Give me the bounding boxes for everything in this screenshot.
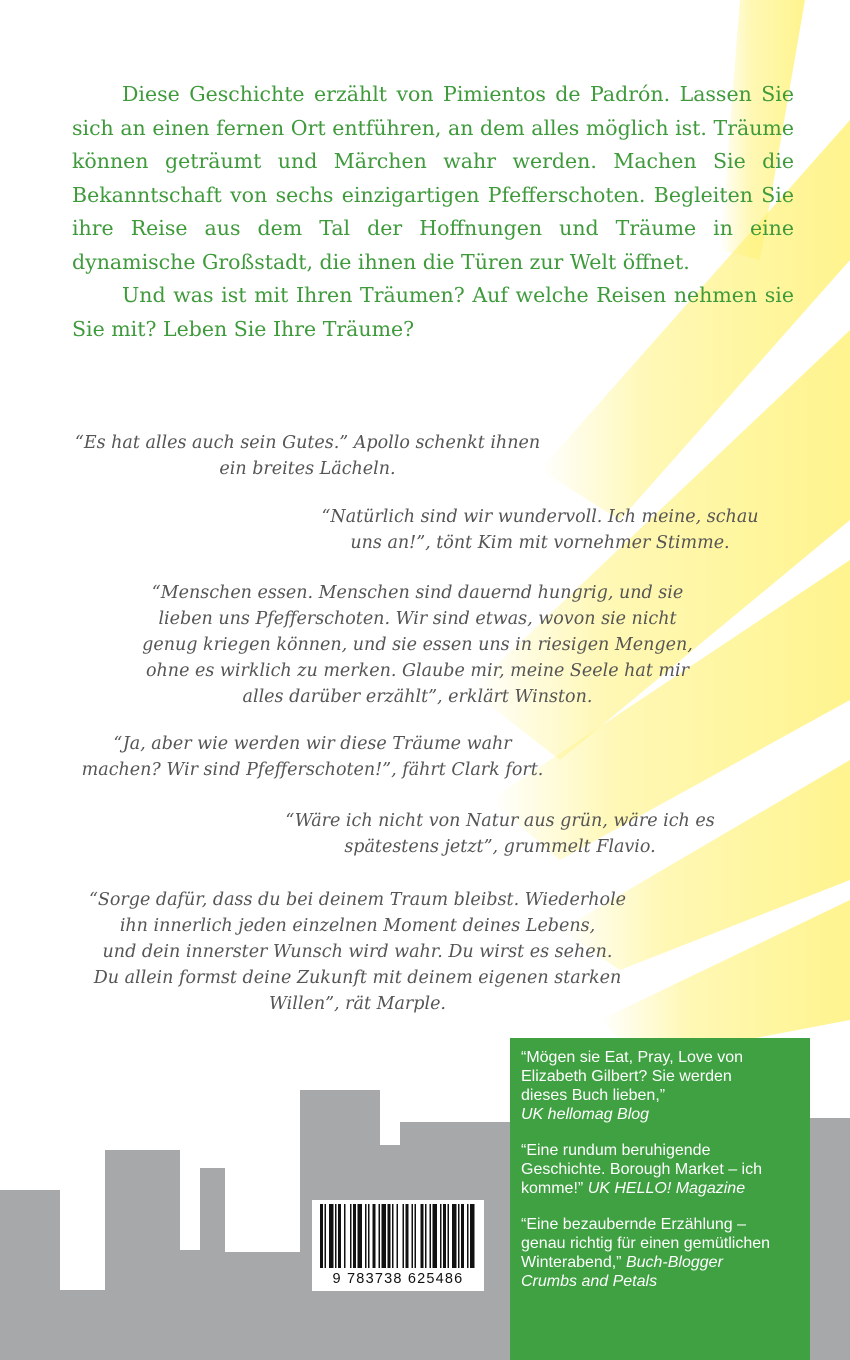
barcode-bar bbox=[382, 1204, 387, 1268]
barcode-bar bbox=[458, 1204, 460, 1268]
review-source: UK HELLO! Magazine bbox=[587, 1180, 746, 1197]
barcode-bar bbox=[353, 1204, 356, 1268]
quote-winston: “Menschen essen. Menschen sind dauernd hungrig, und sie lieben uns Pfefferschoten. Wir sind etwas, wovon sie nicht genug kriegen können, und sie essen uns in riesigen Mengen, ohne es wirklich zu merken. Glaube mir, meine Seele hat mir alles darüber erzählt”, erklärt Winston. bbox=[142, 583, 693, 707]
quote-apollo: “Es hat alles auch sein Gutes.” Apollo schenkt ihnen ein breites Lächeln. bbox=[74, 433, 541, 479]
barcode-bar bbox=[440, 1204, 442, 1268]
barcode-bar bbox=[344, 1204, 346, 1268]
barcode-bar bbox=[433, 1204, 438, 1268]
building bbox=[0, 1290, 520, 1360]
barcode-bar bbox=[350, 1204, 352, 1268]
barcode-bar bbox=[335, 1204, 337, 1268]
barcode-bar bbox=[325, 1204, 327, 1268]
barcode-bar bbox=[338, 1204, 341, 1268]
barcode-bar bbox=[365, 1204, 367, 1268]
barcode-bar bbox=[397, 1204, 399, 1268]
barcode-bars bbox=[312, 1200, 484, 1270]
barcode-bar bbox=[448, 1204, 450, 1268]
barcode-bar bbox=[388, 1204, 391, 1268]
barcode-bar bbox=[461, 1204, 464, 1268]
quote-marple: “Sorge dafür, dass du bei deinem Traum bleibst. Wiederhole ihn innerlich jeden einzelnen Moment deines Lebens, und dein innerster Wunsch wird wahr. Du wirst es sehen. Du allein formst deine Zukunft mit deinem eigenen starken Willen”, rät Marple. bbox=[88, 890, 627, 1014]
barcode-bar bbox=[373, 1204, 376, 1268]
blurb-paragraph: Und was ist mit Ihren Träumen? Auf welche Reisen nehmen sie Sie mit? Leben Sie Ihre Träume? bbox=[72, 283, 794, 341]
barcode-bar bbox=[392, 1204, 394, 1268]
barcode-bar bbox=[368, 1204, 370, 1268]
barcode-bar bbox=[443, 1204, 446, 1268]
barcode-bar bbox=[415, 1204, 417, 1268]
review-crumbs-and-petals: “Eine bezaubernde Erzählung – genau richtig für einen gemütlichen Winterabend,” Buch-Blogger Crumbs and Petals bbox=[521, 1215, 798, 1291]
barcode-bar bbox=[425, 1204, 427, 1268]
barcode-bar bbox=[467, 1204, 469, 1268]
review-source: Buch-Blogger bbox=[625, 1254, 723, 1271]
barcode-bar bbox=[452, 1204, 457, 1268]
barcode-bar bbox=[358, 1204, 363, 1268]
barcode-bar bbox=[320, 1204, 323, 1268]
review-hellomag: “Mögen sie Eat, Pray, Love von Elizabeth Gilbert? Sie werden dieses Buch lieben,” UK hellomag Blog bbox=[521, 1048, 798, 1124]
quote-flavio: “Wäre ich nicht von Natur aus grün, wäre ich es spätestens jetzt”, grummelt Flavio. bbox=[285, 811, 715, 857]
review-hello-magazine: “Eine rundum beruhigende Geschichte. Borough Market – ich komme!” UK HELLO! Magazine bbox=[521, 1142, 763, 1197]
barcode-bar bbox=[403, 1204, 405, 1268]
quote-kim: “Natürlich sind wir wundervoll. Ich meine, schau uns an!”, tönt Kim mit vornehmer Stimme. bbox=[321, 507, 759, 553]
review-source: Crumbs and Petals bbox=[521, 1273, 658, 1290]
review-box bbox=[510, 1038, 810, 1360]
barcode-bar bbox=[329, 1204, 334, 1268]
blurb-paragraph: Diese Geschichte erzählt von Pimientos de Padrón. Lassen Sie sich an einen fernen Ort entführen, an dem alles möglich ist. Träume können geträumt und Märchen wahr werden. Machen Sie die Bekanntschaft von sechs einzigartigen Pfefferschoten. Begleiten Sie ihre Reise aus dem Tal der Hoffnungen und Träume in eine dynamische Großstadt, die ihnen die Türen zur Welt öffnet. bbox=[72, 82, 794, 274]
barcode-bar bbox=[470, 1204, 475, 1268]
barcode-bar bbox=[406, 1204, 409, 1268]
isbn-barcode bbox=[312, 1200, 484, 1291]
barcode-bar bbox=[412, 1204, 414, 1268]
isbn-number: 9 783738 625486 bbox=[332, 1271, 464, 1287]
barcode-bar bbox=[421, 1204, 424, 1268]
blurb-text bbox=[72, 78, 794, 346]
barcode-bar bbox=[379, 1204, 381, 1268]
building bbox=[810, 1118, 850, 1360]
review-source: UK hellomag Blog bbox=[521, 1106, 650, 1123]
barcode-bar bbox=[430, 1204, 432, 1268]
quote-clark: “Ja, aber wie werden wir diese Träume wahr machen? Wir sind Pfefferschoten!”, fährt Clark fort. bbox=[81, 734, 544, 780]
